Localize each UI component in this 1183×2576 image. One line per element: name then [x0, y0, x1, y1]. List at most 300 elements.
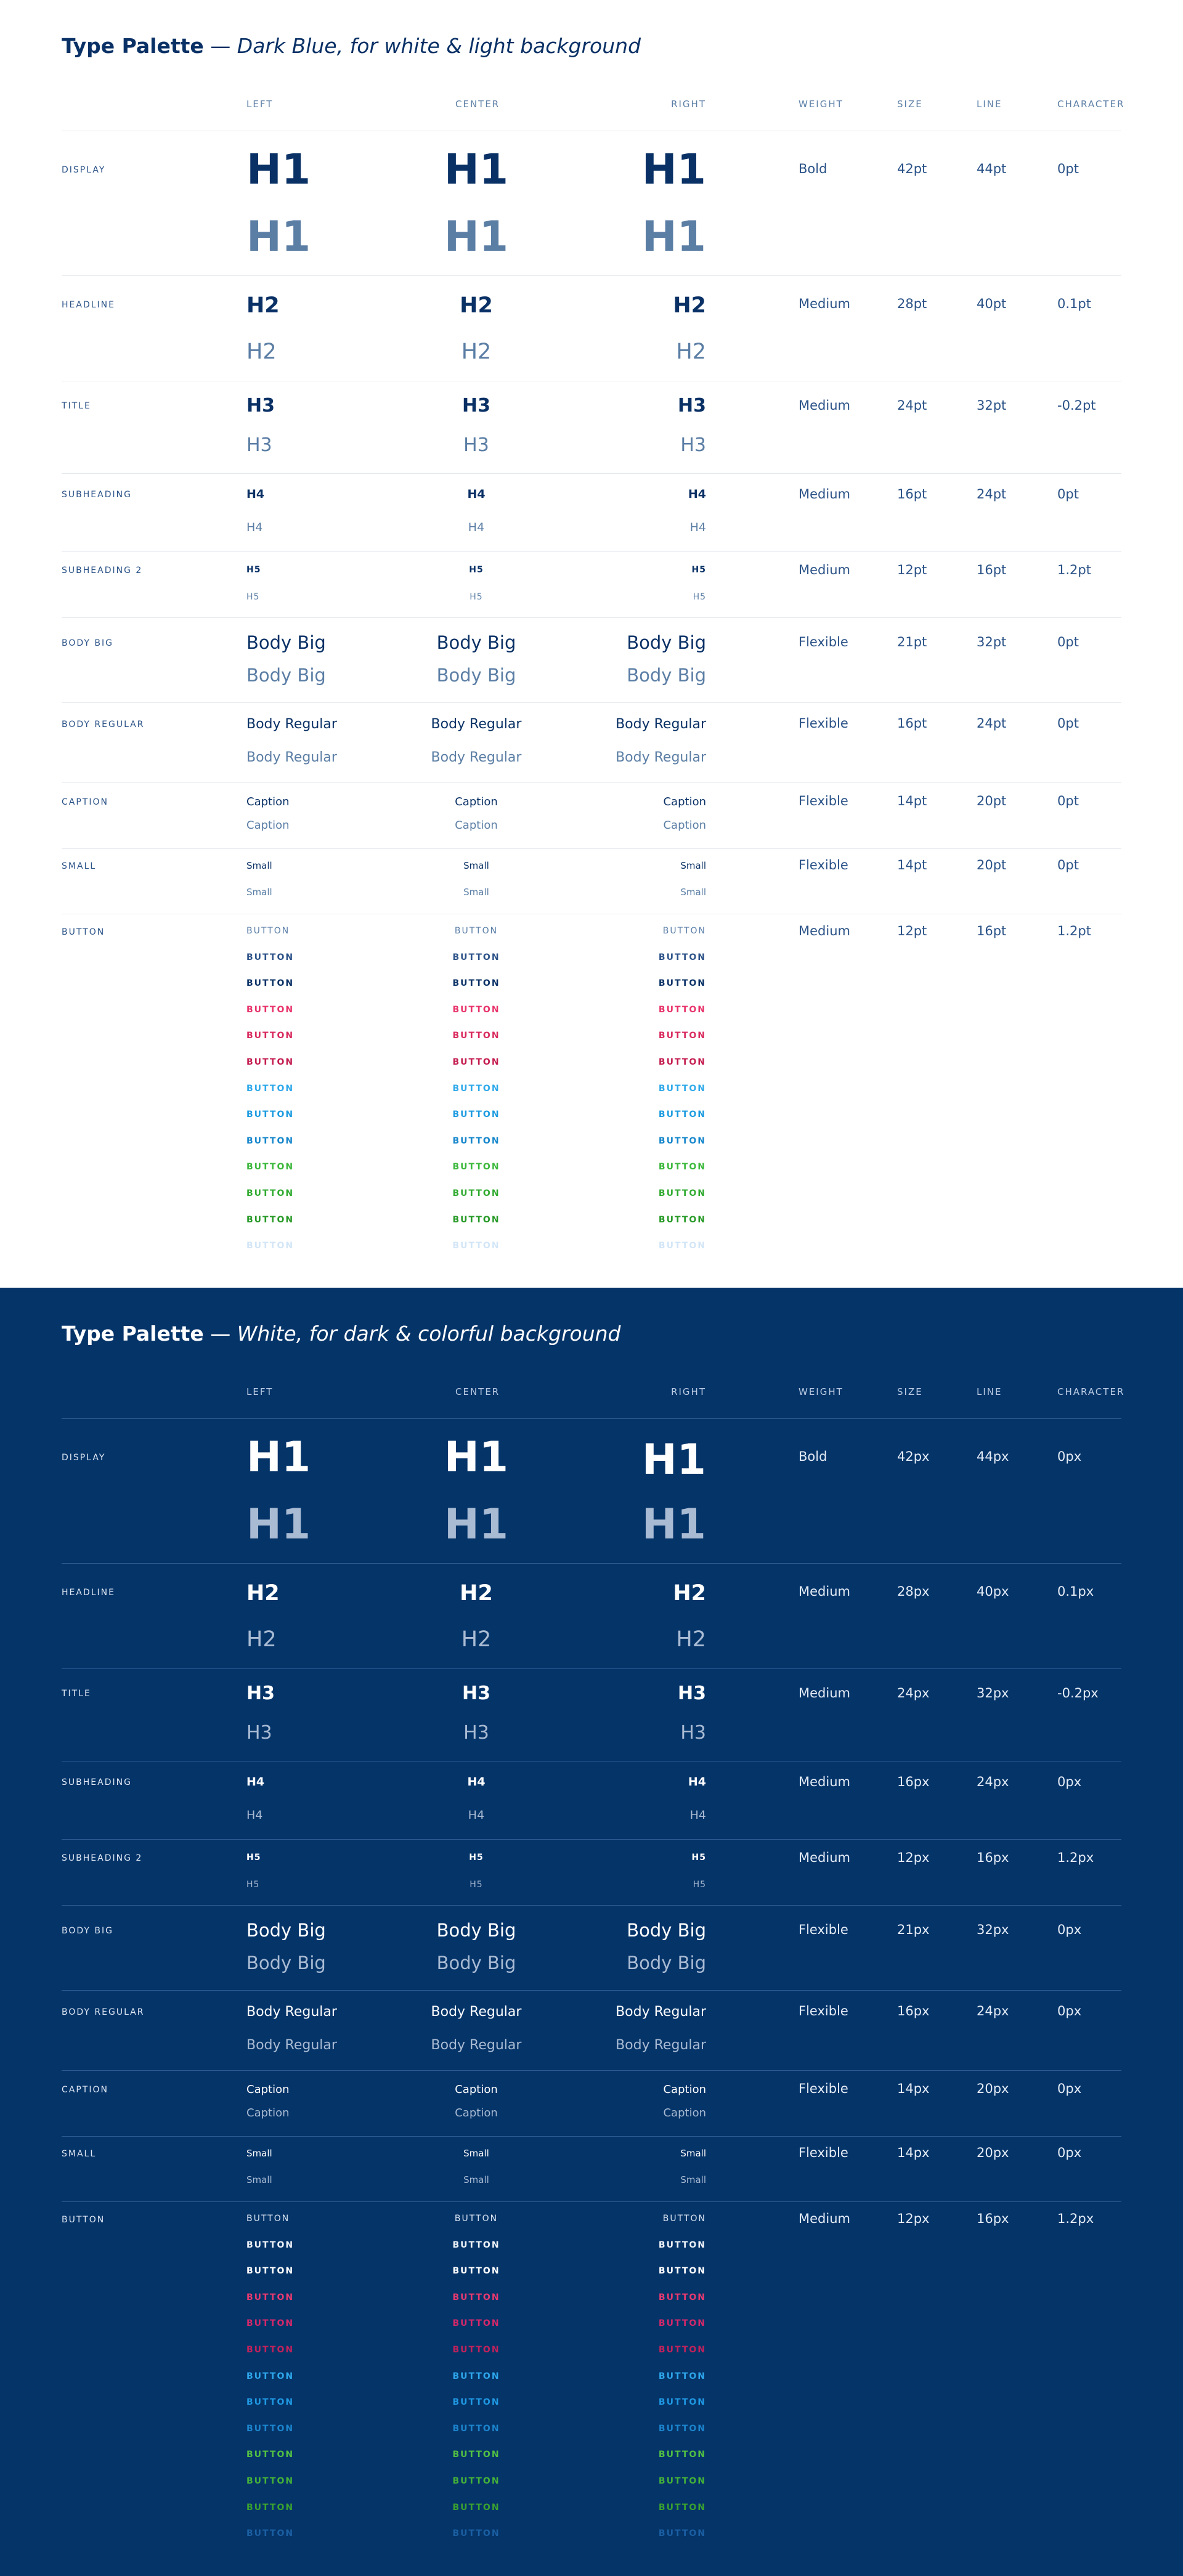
row-divider [62, 275, 1121, 276]
subheading2-right-primary: H5 [691, 565, 706, 575]
button-sample-center: BUTTON [452, 2476, 500, 2486]
display-center-secondary: H1 [444, 1500, 509, 1549]
row-divider [62, 2070, 1121, 2071]
small-weight: Flexible [799, 2145, 848, 2160]
title-right-primary: H3 [678, 395, 706, 416]
body-big-character: 0pt [1057, 635, 1079, 649]
body-regular-line: 24px [977, 2004, 1009, 2018]
type-palette-dark-section [0, 1288, 1183, 2576]
button-sample-right: BUTTON [658, 2397, 706, 2408]
subheading2-left-primary: H5 [246, 1853, 261, 1863]
row-label-body-big: BODY BIG [62, 1926, 113, 1936]
header-center: CENTER [455, 99, 500, 110]
subheading2-character: 1.2px [1057, 1850, 1094, 1865]
subheading2-right-primary: H5 [691, 1853, 706, 1863]
button-sample-right: BUTTON [658, 1188, 706, 1198]
body-big-weight: Flexible [799, 1922, 848, 1937]
caption-right-primary: Caption [663, 2083, 706, 2096]
subheading-center-primary: H4 [467, 487, 486, 501]
button-sample-right: BUTTON [658, 1057, 706, 1067]
subheading-character: 0px [1057, 1774, 1082, 1789]
subheading-center-secondary: H4 [468, 1808, 485, 1822]
body-big-right-primary: Body Big [627, 1920, 706, 1941]
button-sample-right: BUTTON [658, 1083, 706, 1094]
button-sample-left: BUTTON [246, 1031, 295, 1041]
headline-weight: Medium [799, 1584, 850, 1599]
subheading-right-primary: H4 [688, 487, 706, 501]
button-sample-center: BUTTON [452, 1136, 500, 1146]
button-weight: Medium [799, 2211, 850, 2226]
small-size: 14px [897, 2145, 930, 2160]
subheading-center-primary: H4 [467, 1775, 486, 1789]
button-sample-center: BUTTON [452, 2371, 500, 2381]
row-label-body-regular: BODY REGULAR [62, 720, 145, 729]
row-divider [62, 1905, 1121, 1906]
header-line: LINE [977, 1386, 1002, 1397]
button-sample-center: BUTTON [452, 2266, 500, 2277]
button-sample-right: BUTTON [658, 2502, 706, 2513]
subheading-line: 24px [977, 1774, 1009, 1789]
row-divider [62, 702, 1121, 703]
caption-left-secondary: Caption [246, 819, 290, 832]
display-left-primary: H1 [246, 1433, 311, 1482]
button-sample-right: BUTTON [658, 1214, 706, 1225]
small-left-secondary: Small [246, 887, 272, 898]
button-sample-right: BUTTON [658, 2450, 706, 2460]
row-divider [62, 1563, 1121, 1564]
body-big-left-secondary: Body Big [246, 1952, 326, 1973]
button-sample-center: BUTTON [452, 1057, 500, 1067]
headline-size: 28px [897, 1584, 930, 1599]
button-sample-right: BUTTON [662, 2214, 706, 2224]
button-sample-left: BUTTON [246, 952, 295, 962]
display-weight: Bold [799, 161, 827, 176]
small-center-secondary: Small [463, 2174, 489, 2185]
button-sample-center: BUTTON [452, 2450, 500, 2460]
display-line: 44pt [977, 161, 1007, 176]
row-label-headline: HEADLINE [62, 1588, 115, 1598]
body-regular-left-secondary: Body Regular [246, 750, 337, 765]
button-sample-center: BUTTON [452, 1214, 500, 1225]
button-sample-right: BUTTON [658, 2240, 706, 2250]
caption-center-primary: Caption [455, 795, 498, 808]
button-sample-right: BUTTON [658, 952, 706, 962]
row-label-display: DISPLAY [62, 1453, 106, 1463]
small-character: 0pt [1057, 858, 1079, 872]
button-character: 1.2pt [1057, 924, 1091, 938]
button-character: 1.2px [1057, 2211, 1094, 2226]
row-divider [62, 782, 1121, 783]
body-regular-left-primary: Body Regular [246, 717, 337, 732]
title-left-secondary: H3 [246, 1722, 272, 1744]
headline-center-primary: H2 [460, 293, 493, 318]
display-left-secondary: H1 [246, 1500, 311, 1549]
button-sample-left: BUTTON [246, 2502, 295, 2513]
subheading-center-secondary: H4 [468, 521, 485, 534]
subheading-left-primary: H4 [246, 1775, 265, 1789]
caption-left-primary: Caption [246, 2083, 290, 2096]
button-sample-center: BUTTON [452, 2529, 500, 2539]
body-big-center-secondary: Body Big [436, 1952, 516, 1973]
body-big-right-secondary: Body Big [627, 1952, 706, 1973]
subheading-size: 16px [897, 1774, 930, 1789]
title-size: 24px [897, 1686, 930, 1700]
small-line: 20px [977, 2145, 1009, 2160]
row-label-subheading: SUBHEADING [62, 490, 132, 500]
caption-size: 14pt [897, 794, 927, 808]
subheading2-center-primary: H5 [469, 1853, 484, 1863]
small-right-primary: Small [680, 2148, 706, 2159]
button-sample-center: BUTTON [454, 2214, 498, 2224]
button-sample-center: BUTTON [452, 1031, 500, 1041]
button-sample-right: BUTTON [658, 2318, 706, 2329]
button-sample-left: BUTTON [246, 1136, 295, 1146]
body-big-left-primary: Body Big [246, 632, 326, 653]
body-regular-weight: Flexible [799, 716, 848, 731]
row-divider [62, 2201, 1121, 2202]
caption-weight: Flexible [799, 794, 848, 808]
subheading2-size: 12px [897, 1850, 930, 1865]
headline-character: 0.1pt [1057, 296, 1091, 311]
body-big-right-secondary: Body Big [627, 665, 706, 686]
body-big-left-primary: Body Big [246, 1920, 326, 1941]
subheading2-left-secondary: H5 [246, 1880, 260, 1890]
display-center-secondary: H1 [444, 213, 509, 261]
title-left-primary: H3 [246, 1683, 275, 1704]
row-divider [62, 617, 1121, 618]
header-weight: WEIGHT [799, 99, 844, 110]
header-line: LINE [977, 99, 1002, 110]
small-right-primary: Small [680, 860, 706, 871]
row-label-subheading-2: SUBHEADING 2 [62, 566, 143, 575]
small-right-secondary: Small [680, 2174, 706, 2185]
button-size: 12pt [897, 924, 927, 938]
headline-weight: Medium [799, 296, 850, 311]
display-right-secondary: H1 [641, 1500, 706, 1549]
button-size: 12px [897, 2211, 930, 2226]
headline-left-primary: H2 [246, 293, 280, 318]
subheading-left-primary: H4 [246, 487, 265, 501]
button-sample-left: BUTTON [246, 2450, 295, 2460]
subheading2-left-secondary: H5 [246, 592, 260, 602]
body-regular-center-secondary: Body Regular [431, 2038, 522, 2053]
button-sample-right: BUTTON [658, 1031, 706, 1041]
body-big-left-secondary: Body Big [246, 665, 326, 686]
button-sample-left: BUTTON [246, 2318, 295, 2329]
subheading2-center-primary: H5 [469, 565, 484, 575]
body-regular-character: 0px [1057, 2004, 1082, 2018]
button-sample-right: BUTTON [658, 1162, 706, 1172]
display-right-primary: H1 [641, 1436, 706, 1484]
button-sample-left: BUTTON [246, 1057, 295, 1067]
header-right: RIGHT [671, 1386, 706, 1397]
body-big-weight: Flexible [799, 635, 848, 649]
small-line: 20pt [977, 858, 1007, 872]
row-divider [62, 1990, 1121, 1991]
button-sample-center: BUTTON [452, 1188, 500, 1198]
subheading2-weight: Medium [799, 563, 850, 577]
button-sample-left: BUTTON [246, 2476, 295, 2486]
row-label-title: TITLE [62, 1689, 91, 1699]
title-weight: Medium [799, 398, 850, 413]
small-center-secondary: Small [463, 887, 489, 898]
title-center-primary: H3 [462, 1683, 490, 1704]
header-size: SIZE [897, 99, 923, 110]
body-big-size: 21pt [897, 635, 927, 649]
row-label-small: SMALL [62, 861, 97, 871]
button-sample-right: BUTTON [658, 1241, 706, 1251]
button-sample-right: BUTTON [658, 1136, 706, 1146]
row-label-display: DISPLAY [62, 165, 106, 175]
display-size: 42pt [897, 161, 927, 176]
small-weight: Flexible [799, 858, 848, 872]
small-left-primary: Small [246, 2148, 272, 2159]
headline-left-secondary: H2 [246, 1627, 277, 1652]
display-right-primary: H1 [641, 145, 706, 194]
button-sample-left: BUTTON [246, 2214, 290, 2224]
title-right-secondary: H3 [680, 1722, 706, 1744]
button-sample-right: BUTTON [658, 978, 706, 989]
caption-center-secondary: Caption [455, 819, 498, 832]
caption-center-primary: Caption [455, 2083, 498, 2096]
subheading-weight: Medium [799, 1774, 850, 1789]
body-regular-center-primary: Body Regular [431, 2004, 522, 2020]
body-regular-left-primary: Body Regular [246, 2004, 337, 2020]
display-left-primary: H1 [246, 145, 311, 194]
button-sample-center: BUTTON [452, 1004, 500, 1015]
button-sample-center: BUTTON [452, 1083, 500, 1094]
button-line: 16px [977, 2211, 1009, 2226]
title-weight: Medium [799, 1686, 850, 1700]
title-center-secondary: H3 [463, 1722, 489, 1744]
body-regular-size: 16px [897, 2004, 930, 2018]
body-regular-right-primary: Body Regular [616, 717, 706, 732]
body-regular-right-primary: Body Regular [616, 2004, 706, 2020]
row-divider [62, 473, 1121, 474]
body-regular-character: 0pt [1057, 716, 1079, 731]
subheading2-character: 1.2pt [1057, 563, 1091, 577]
headline-left-primary: H2 [246, 1581, 280, 1606]
display-size: 42px [897, 1449, 930, 1464]
title-center-primary: H3 [462, 395, 490, 416]
caption-weight: Flexible [799, 2081, 848, 2096]
display-center-primary: H1 [444, 1433, 509, 1482]
caption-size: 14px [897, 2081, 930, 2096]
section-title-dash: — [203, 1322, 237, 1346]
button-weight: Medium [799, 924, 850, 938]
button-sample-right: BUTTON [658, 2345, 706, 2355]
caption-right-primary: Caption [663, 795, 706, 808]
section-title-bold: Type Palette [62, 1322, 204, 1346]
row-label-subheading: SUBHEADING [62, 1778, 132, 1787]
button-sample-left: BUTTON [246, 926, 290, 936]
body-big-center-primary: Body Big [436, 632, 516, 653]
caption-character: 0px [1057, 2081, 1082, 2096]
section-title-bold: Type Palette [62, 34, 204, 58]
button-sample-center: BUTTON [452, 2502, 500, 2513]
headline-character: 0.1px [1057, 1584, 1094, 1599]
button-sample-left: BUTTON [246, 2371, 295, 2381]
row-label-body-big: BODY BIG [62, 638, 113, 648]
body-big-line: 32px [977, 1922, 1009, 1937]
button-sample-right: BUTTON [662, 926, 706, 936]
subheading-right-secondary: H4 [689, 521, 706, 534]
body-regular-center-secondary: Body Regular [431, 750, 522, 765]
header-right: RIGHT [671, 99, 706, 110]
small-right-secondary: Small [680, 887, 706, 898]
headline-right-secondary: H2 [676, 339, 706, 364]
button-sample-left: BUTTON [246, 2266, 295, 2277]
button-sample-center: BUTTON [452, 978, 500, 989]
button-sample-right: BUTTON [658, 2371, 706, 2381]
section-title-italic: White, for dark & colorful background [237, 1322, 621, 1346]
title-center-secondary: H3 [463, 434, 489, 456]
title-size: 24pt [897, 398, 927, 413]
row-divider [62, 2136, 1121, 2137]
button-sample-left: BUTTON [246, 1188, 295, 1198]
row-label-caption: CAPTION [62, 797, 108, 807]
display-center-primary: H1 [444, 145, 509, 194]
button-sample-left: BUTTON [246, 2423, 295, 2434]
button-sample-center: BUTTON [452, 952, 500, 962]
button-sample-left: BUTTON [246, 2240, 295, 2250]
button-sample-left: BUTTON [246, 1004, 295, 1015]
button-sample-left: BUTTON [246, 978, 295, 989]
body-regular-center-primary: Body Regular [431, 717, 522, 732]
button-sample-left: BUTTON [246, 1241, 295, 1251]
subheading2-line: 16px [977, 1850, 1009, 1865]
button-sample-center: BUTTON [454, 926, 498, 936]
header-left: LEFT [246, 1386, 274, 1397]
headline-line: 40pt [977, 296, 1007, 311]
headline-right-secondary: H2 [676, 1627, 706, 1652]
row-divider [62, 1668, 1121, 1669]
caption-left-primary: Caption [246, 795, 290, 808]
title-left-primary: H3 [246, 395, 275, 416]
button-sample-left: BUTTON [246, 1162, 295, 1172]
header-left: LEFT [246, 99, 274, 110]
subheading-left-secondary: H4 [246, 521, 263, 534]
button-sample-center: BUTTON [452, 2240, 500, 2250]
button-sample-center: BUTTON [452, 1110, 500, 1120]
section-title [62, 34, 641, 59]
body-regular-left-secondary: Body Regular [246, 2038, 337, 2053]
button-sample-right: BUTTON [658, 2292, 706, 2302]
caption-left-secondary: Caption [246, 2107, 290, 2119]
body-regular-line: 24pt [977, 716, 1007, 731]
small-center-primary: Small [463, 2148, 489, 2159]
caption-line: 20pt [977, 794, 1007, 808]
headline-center-primary: H2 [460, 1581, 493, 1606]
subheading2-center-secondary: H5 [470, 1880, 483, 1890]
title-right-primary: H3 [678, 1683, 706, 1704]
small-character: 0px [1057, 2145, 1082, 2160]
subheading-left-secondary: H4 [246, 1808, 263, 1822]
button-sample-center: BUTTON [452, 2318, 500, 2329]
headline-center-secondary: H2 [461, 1627, 492, 1652]
button-sample-center: BUTTON [452, 1241, 500, 1251]
button-sample-center: BUTTON [452, 2423, 500, 2434]
small-left-primary: Small [246, 860, 272, 871]
headline-size: 28pt [897, 296, 927, 311]
headline-line: 40px [977, 1584, 1009, 1599]
row-label-button: BUTTON [62, 2215, 105, 2225]
small-center-primary: Small [463, 860, 489, 871]
headline-left-secondary: H2 [246, 339, 277, 364]
button-sample-center: BUTTON [452, 2292, 500, 2302]
row-label-body-regular: BODY REGULAR [62, 2007, 145, 2017]
button-sample-right: BUTTON [658, 1110, 706, 1120]
section-title-dash: — [203, 34, 237, 58]
small-size: 14pt [897, 858, 927, 872]
display-left-secondary: H1 [246, 213, 311, 261]
body-big-size: 21px [897, 1922, 930, 1937]
title-right-secondary: H3 [680, 434, 706, 456]
button-sample-center: BUTTON [452, 2345, 500, 2355]
button-sample-center: BUTTON [452, 1162, 500, 1172]
subheading-right-primary: H4 [688, 1775, 706, 1789]
button-sample-left: BUTTON [246, 1110, 295, 1120]
body-regular-size: 16pt [897, 716, 927, 731]
header-weight: WEIGHT [799, 1386, 844, 1397]
subheading2-center-secondary: H5 [470, 592, 483, 602]
header-character: CHARACTER [1057, 1386, 1125, 1397]
section-title [62, 1322, 621, 1346]
button-sample-right: BUTTON [658, 2529, 706, 2539]
subheading2-line: 16pt [977, 563, 1007, 577]
button-sample-left: BUTTON [246, 1214, 295, 1225]
button-sample-right: BUTTON [658, 2266, 706, 2277]
header-character: CHARACTER [1057, 99, 1125, 110]
body-regular-weight: Flexible [799, 2004, 848, 2018]
subheading-character: 0pt [1057, 487, 1079, 502]
button-sample-right: BUTTON [658, 2476, 706, 2486]
button-sample-left: BUTTON [246, 2345, 295, 2355]
caption-right-secondary: Caption [663, 819, 706, 832]
title-line: 32pt [977, 398, 1007, 413]
headline-right-primary: H2 [673, 1581, 706, 1606]
header-size: SIZE [897, 1386, 923, 1397]
body-big-line: 32pt [977, 635, 1007, 649]
row-label-title: TITLE [62, 401, 91, 411]
header-divider [62, 1418, 1121, 1419]
caption-right-secondary: Caption [663, 2107, 706, 2119]
caption-line: 20px [977, 2081, 1009, 2096]
display-line: 44px [977, 1449, 1009, 1464]
subheading2-right-secondary: H5 [693, 1880, 706, 1890]
button-sample-center: BUTTON [452, 2397, 500, 2408]
caption-character: 0pt [1057, 794, 1079, 808]
subheading-line: 24pt [977, 487, 1007, 502]
button-sample-left: BUTTON [246, 2397, 295, 2408]
button-sample-right: BUTTON [658, 2423, 706, 2434]
title-line: 32px [977, 1686, 1009, 1700]
row-label-caption: CAPTION [62, 2085, 108, 2095]
display-right-secondary: H1 [641, 213, 706, 261]
row-label-small: SMALL [62, 2149, 97, 2159]
row-label-button: BUTTON [62, 927, 105, 937]
small-left-secondary: Small [246, 2174, 272, 2185]
subheading2-right-secondary: H5 [693, 592, 706, 602]
subheading2-weight: Medium [799, 1850, 850, 1865]
title-left-secondary: H3 [246, 434, 272, 456]
body-regular-right-secondary: Body Regular [616, 750, 706, 765]
headline-center-secondary: H2 [461, 339, 492, 364]
title-character: -0.2pt [1057, 398, 1096, 413]
row-divider [62, 848, 1121, 849]
body-big-center-primary: Body Big [436, 1920, 516, 1941]
button-sample-left: BUTTON [246, 2529, 295, 2539]
